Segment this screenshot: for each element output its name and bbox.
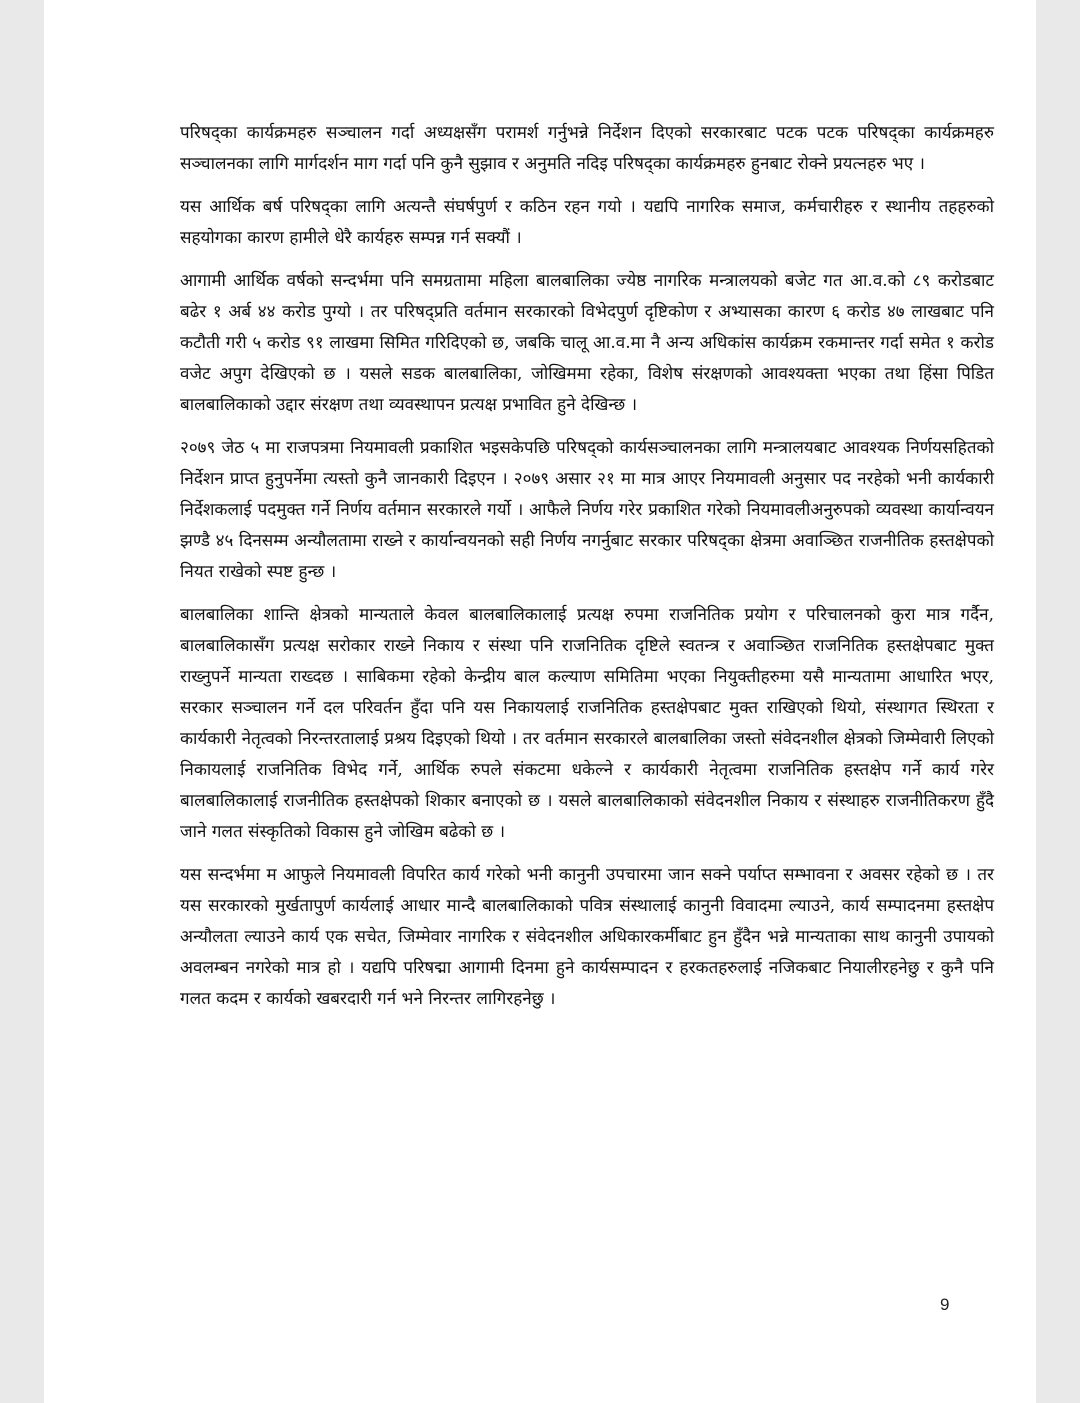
paragraph-1: परिषद्का कार्यक्रमहरु सञ्चालन गर्दा अध्यक्षसँग परामर्श गर्नुभन्ने निर्देशन दिएको सरकारबाट पटक पटक परिषद्का कार्यक्रमहरु सञ्चालनका लागि मार्गदर्शन माग गर्दा पनि कुनै सुझाव र अनुमति नदिइ परिषद्का कार्यक्रमहरु हुनबाट रोक्ने प्रयत्नहरु भए ।	[180, 123, 994, 174]
paragraph-2: यस आर्थिक बर्ष परिषद्का लागि अत्यन्तै संघर्षपुर्ण र कठिन रहन गयो । यद्यपि नागरिक समाज, कर्मचारीहरु र स्थानीय तहहरुको सहयोगका कारण हामीले धेरै कार्यहरु सम्पन्न गर्न सक्यौं ।	[180, 197, 994, 248]
paragraph-6: यस सन्दर्भमा म आफुले नियमावली विपरित कार्य गरेको भनी कानुनी उपचारमा जान सक्ने पर्याप्त सम्भावना र अवसर रहेको छ । तर यस सरकारको मुर्खतापुर्ण कार्यलाई आधार मान्दै बालबालिकाको पवित्र संस्थालाई कानुनी विवादमा ल्याउने, कार्य सम्पादनमा हस्तक्षेप अन्यौलता ल्याउने कार्य एक सचेत, जिम्मेवार नागरिक र संवेदनशील अधिकारकर्मीबाट हुन हुँदैन भन्ने मान्यताका साथ कानुनी उपायको अवलम्बन नगरेको मात्र हो । यद्यपि परिषद्मा आगामी दिनमा हुने कार्यसम्पादन र हरकतहरुलाई नजिकबाट नियालीरहनेछु र कुनै पनि गलत कदम र कार्यको खबरदारी गर्न भने निरन्तर लागिरहनेछु ।	[180, 865, 994, 1009]
document-body	[180, 118, 994, 1027]
document-page	[44, 0, 1036, 1403]
paragraph-4: २०७९ जेठ ५ मा राजपत्रमा नियमावली प्रकाशित भइसकेपछि परिषद्को कार्यसञ्चालनका लागि मन्त्रालयबाट आवश्यक निर्णयसहितको निर्देशन प्राप्त हुनुपर्नेमा त्यस्तो कुनै जानकारी दिइएन । २०७९ असार २१ मा मात्र आएर नियमावली अनुसार पद नरहेको भनी कार्यकारी निर्देशकलाई पदमुक्त गर्ने निर्णय वर्तमान सरकारले गर्यो । आफैले निर्णय गरेर प्रकाशित गरेको नियमावलीअनुरुपको व्यवस्था कार्यान्वयन झण्डै ४५ दिनसम्म अन्यौलतामा राख्ने र कार्यान्वयनको सही निर्णय नगर्नुबाट सरकार परिषद्का क्षेत्रमा अवाञ्छित राजनीतिक हस्तक्षेपको नियत राखेको स्पष्ट हुन्छ ।	[180, 438, 994, 582]
paragraph-5: बालबालिका शान्ति क्षेत्रको मान्यताले केवल बालबालिकालाई प्रत्यक्ष रुपमा राजनितिक प्रयोग र परिचालनको कुरा मात्र गर्दैन, बालबालिकासँग प्रत्यक्ष सरोकार राख्ने निकाय र संस्था पनि राजनितिक दृष्टिले स्वतन्त्र र अवाञ्छित राजनितिक हस्तक्षेपबाट मुक्त राख्नुपर्ने मान्यता राख्दछ । साबिकमा रहेको केन्द्रीय बाल कल्याण समितिमा भएका नियुक्तीहरुमा यसै मान्यतामा आधारित भएर, सरकार सञ्चालन गर्ने दल परिवर्तन हुँदा पनि यस निकायलाई राजनितिक हस्तक्षेपबाट मुक्त राखिएको थियो, संस्थागत स्थिरता र कार्यकारी नेतृत्वको निरन्तरतालाई प्रश्रय दिइएको थियो । तर वर्तमान सरकारले बालबालिका जस्तो संवेदनशील क्षेत्रको जिम्मेवारी लिएको निकायलाई राजनितिक विभेद गर्ने, आर्थिक रुपले संकटमा धकेल्ने र कार्यकारी नेतृत्वमा राजनितिक हस्तक्षेप गर्ने कार्य गरेर बालबालिकालाई राजनीतिक हस्तक्षेपको शिकार बनाएको छ । यसले बालबालिकाको संवेदनशील निकाय र संस्थाहरु राजनीतिकरण हुँदै जाने गलत संस्कृतिको विकास हुने जोखिम बढेको छ ।	[180, 605, 994, 842]
paragraph-3: आगामी आर्थिक वर्षको सन्दर्भमा पनि समग्रतामा महिला बालबालिका ज्येष्ठ नागरिक मन्त्रालयको बजेट गत आ.व.को ८९ करोडबाट बढेर १ अर्ब ४४ करोड पुग्यो । तर परिषद्प्रति वर्तमान सरकारको विभेदपुर्ण दृष्टिकोण र अभ्यासका कारण ६ करोड ४७ लाखबाट पनि कटौती गरी ५ करोड ९१ लाखमा सिमित गरिदिएको छ, जबकि चालू आ.व.मा नै अन्य अधिकांस कार्यक्रम रकमान्तर गर्दा समेत १ करोड वजेट अपुग देखिएको छ । यसले सडक बालबालिका, जोखिममा रहेका, विशेष संरक्षणको आवश्यक्ता भएका तथा हिंसा पिडित बालबालिकाको उद्दार संरक्षण तथा व्यवस्थापन प्रत्यक्ष प्रभावित हुने देखिन्छ ।	[180, 271, 994, 415]
page-number: 9	[940, 1295, 950, 1314]
